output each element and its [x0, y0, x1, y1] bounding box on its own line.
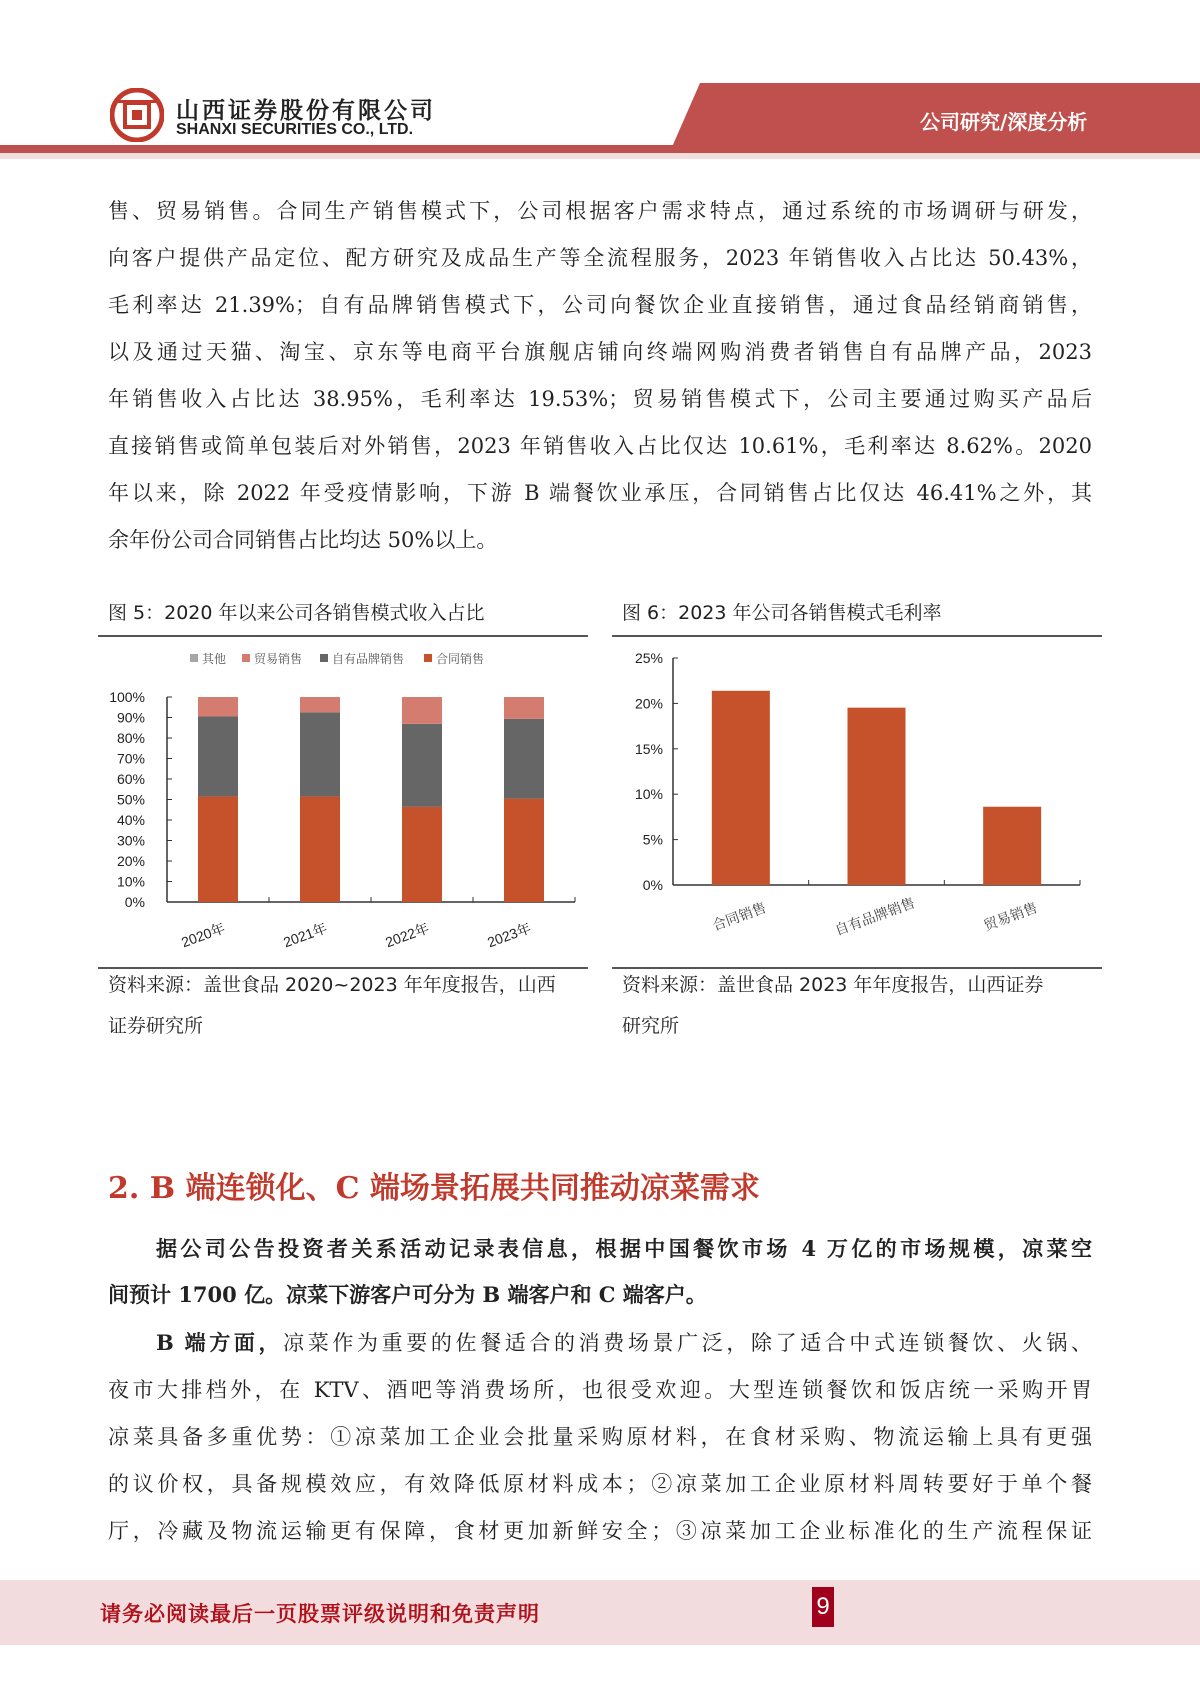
page-number: 9	[812, 1587, 834, 1627]
paragraph-line: 毛利率达 21.39%；自有品牌销售模式下，公司向餐饮企业直接销售，通过食品经销商销售，	[108, 293, 1092, 317]
bar-segment-自有品牌销售	[402, 724, 442, 807]
paragraph-line: 夜市大排档外，在 KTV、酒吧等消费场所，也很受欢迎。大型连锁餐饮和饭店统一采购开胃	[108, 1378, 1092, 1402]
legend-label: 合同销售	[436, 652, 485, 666]
x-tick-label: 2021年	[281, 919, 330, 951]
bar-segment-自有品牌销售	[504, 719, 544, 799]
bar-segment-贸易销售	[300, 697, 340, 712]
bar-贸易销售	[983, 807, 1041, 885]
paragraph-line: 余年份公司合同销售占比均达 50%以上。	[108, 528, 498, 552]
bar-chart-gross-margin	[612, 640, 1102, 965]
header-divider-light	[0, 153, 1200, 159]
figure-6-source: 资料来源：盖世食品 2023 年年度报告，山西证券	[622, 974, 1044, 996]
disclaimer-link[interactable]: 请务必阅读最后一页股票评级说明和免责声明	[100, 1601, 540, 1626]
stacked-bar-chart-revenue-share	[98, 640, 588, 965]
header-divider	[0, 145, 1200, 153]
section-heading: 2. B 端连锁化、C 端场景拓展共同推动凉菜需求	[108, 1171, 760, 1206]
y-tick-label: 30%	[116, 832, 145, 849]
bar-自有品牌销售	[848, 708, 906, 885]
bold-paragraph-line: 间预计 1700 亿。凉菜下游客户可分为 B 端客户和 C 端客户。	[108, 1282, 707, 1307]
legend-label: 其他	[202, 652, 227, 666]
y-tick-label: 10%	[116, 873, 145, 890]
y-tick-label: 20%	[634, 695, 663, 712]
y-tick-label: 5%	[642, 831, 663, 848]
figure-6-source-cont: 研究所	[622, 1015, 680, 1037]
legend-swatch	[190, 654, 198, 662]
paragraph-lead: B 端方面，	[156, 1330, 284, 1355]
paragraph-line	[156, 1328, 1092, 1358]
figure-5-title: 图 5：2020 年以来公司各销售模式收入占比	[108, 602, 485, 624]
paragraph-text: 凉菜作为重要的佐餐适合的消费场景广泛，除了适合中式连锁餐饮、火锅、	[283, 1331, 1093, 1355]
legend-label: 自有品牌销售	[332, 652, 405, 666]
x-tick-label: 贸易销售	[981, 899, 1040, 934]
figure-5-top-rule	[98, 635, 588, 637]
paragraph-line: 的议价权，具备规模效应，有效降低原材料成本；②凉菜加工企业原材料周转要好于单个餐	[108, 1472, 1092, 1496]
y-tick-label: 80%	[116, 730, 145, 746]
bar-合同销售	[712, 691, 770, 885]
y-tick-label: 20%	[116, 853, 145, 869]
x-tick-label: 2020年	[179, 919, 228, 951]
paragraph-line: 凉菜具备多重优势：①凉菜加工企业会批量采购原材料，在食材采购、物流运输上具有更强	[108, 1425, 1092, 1449]
y-tick-label: 10%	[634, 786, 663, 803]
y-tick-label: 40%	[116, 812, 145, 828]
y-tick-label: 60%	[116, 771, 145, 787]
bold-paragraph-line: 据公司公告投资者关系活动记录表信息，根据中国餐饮市场 4 万亿的市场规模，凉菜空	[156, 1236, 1092, 1261]
bar-segment-合同销售	[198, 796, 238, 902]
paragraph-line: 以及通过天猫、淘宝、京东等电商平台旗舰店铺向终端网购消费者销售自有品牌产品，2023	[108, 340, 1092, 364]
report-type: 公司研究/深度分析	[920, 110, 1088, 134]
y-tick-label: 15%	[634, 740, 663, 757]
paragraph-line: 年以来，除 2022 年受疫情影响，下游 B 端餐饮业承压，合同销售占比仅达 46.41%之外，其	[108, 481, 1092, 505]
bar-segment-贸易销售	[198, 697, 238, 716]
bar-segment-合同销售	[504, 799, 544, 902]
bar-segment-合同销售	[402, 807, 442, 902]
figure-6-bottom-rule	[612, 967, 1102, 969]
y-tick-label: 50%	[116, 791, 145, 808]
paragraph-line: 向客户提供产品定位、配方研究及成品生产等全流程服务，2023 年销售收入占比达 50.43%，	[108, 246, 1092, 270]
y-tick-label: 70%	[116, 750, 145, 767]
y-tick-label: 0%	[124, 894, 145, 910]
y-tick-label: 0%	[642, 877, 663, 893]
bar-segment-自有品牌销售	[198, 716, 238, 796]
legend-swatch	[424, 654, 432, 662]
figure-5-source-cont: 证券研究所	[108, 1015, 204, 1037]
bar-segment-贸易销售	[504, 697, 544, 719]
x-tick-label: 2022年	[383, 919, 432, 951]
company-logo-icon	[110, 88, 164, 142]
legend-swatch	[242, 654, 250, 662]
paragraph-line: 厅，冷藏及物流运输更有保障，食材更加新鲜安全；③凉菜加工企业标准化的生产流程保证	[108, 1519, 1092, 1543]
bar-segment-合同销售	[300, 796, 340, 902]
figure-6-top-rule	[612, 635, 1102, 637]
legend-label: 贸易销售	[254, 652, 303, 666]
y-tick-label: 90%	[116, 709, 145, 726]
figure-6-title: 图 6：2023 年公司各销售模式毛利率	[622, 602, 942, 624]
bar-segment-自有品牌销售	[300, 712, 340, 796]
company-name-en: SHANXI SECURITIES CO., LTD.	[176, 121, 414, 138]
bar-segment-贸易销售	[402, 697, 442, 724]
x-tick-label: 自有品牌销售	[832, 894, 917, 939]
x-tick-label: 合同销售	[710, 899, 769, 934]
figure-5-bottom-rule	[98, 967, 588, 969]
paragraph-line: 售、贸易销售。合同生产销售模式下，公司根据客户需求特点，通过系统的市场调研与研发，	[108, 199, 1092, 223]
legend-swatch	[320, 654, 328, 662]
y-tick-label: 100%	[109, 689, 145, 705]
y-tick-label: 25%	[634, 650, 663, 666]
company-name-cn: 山西证券股份有限公司	[176, 98, 436, 124]
x-tick-label: 2023年	[485, 919, 534, 951]
paragraph-line: 直接销售或简单包装后对外销售，2023 年销售收入占比仅达 10.61%，毛利率达 8.62%。2020	[108, 434, 1092, 458]
paragraph-line: 年销售收入占比达 38.95%，毛利率达 19.53%；贸易销售模式下，公司主要通过购买产品后	[108, 387, 1092, 411]
figure-5-source: 资料来源：盖世食品 2020~2023 年年度报告，山西	[108, 974, 556, 996]
